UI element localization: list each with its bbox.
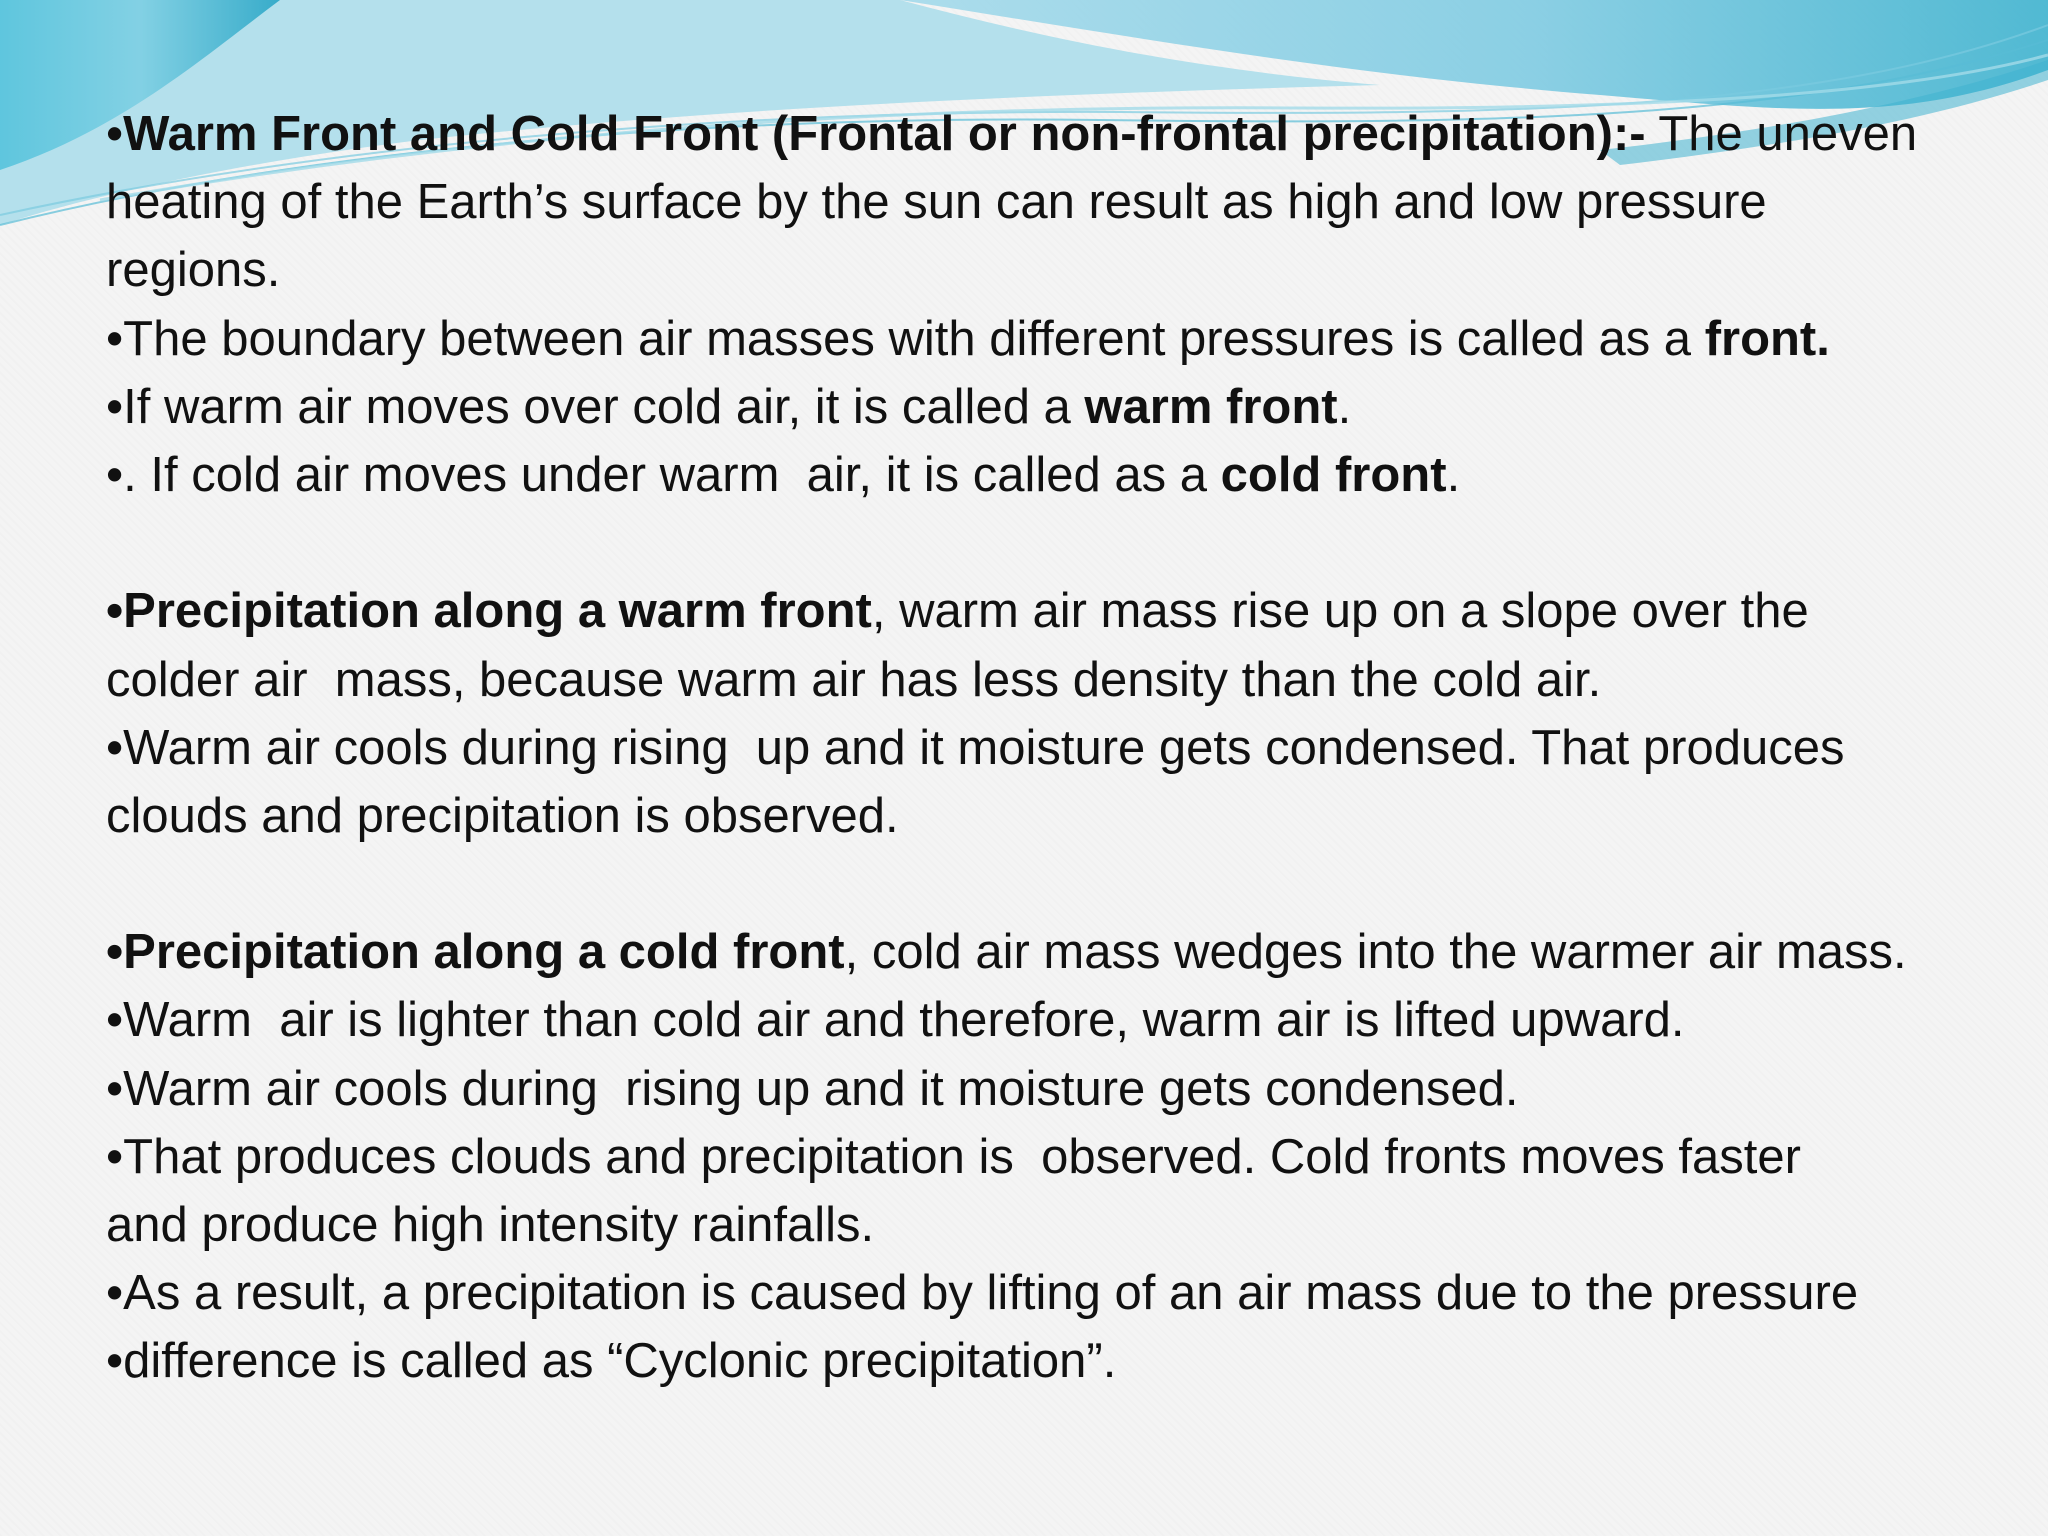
bullet-line: •Warm air cools during rising up and it moisture gets condensed. That produces [106,720,1845,775]
bullet-line: •Warm air is lighter than cold air and therefore, warm air is lifted upward. [106,993,1685,1048]
bullet-line: •Precipitation along a warm front, warm air mass rise up on a slope over the [106,584,1809,639]
slide-body [106,100,2016,1396]
bullet-line: •difference is called as “Cyclonic precipitation”. [106,1334,1117,1389]
text-line: colder air mass, because warm air has less density than the cold air. [106,652,1602,707]
bold-term: cold front [1220,447,1447,502]
text-line: and produce high intensity rainfalls. [106,1198,875,1252]
bold-heading: •Precipitation along a cold front [106,925,845,980]
bullet-line: •If warm air moves over cold air, it is called a warm front. [106,379,1352,434]
bold-heading: Warm Front and Cold Front (Frontal or non-frontal precipitation):- [123,107,1646,161]
text-line: regions. [106,243,281,298]
text-line: heating of the Earth’s surface by the sun can result as high and low pressure [106,175,1767,230]
bold-heading: •Precipitation along a warm front [106,584,872,639]
bullet-line: •. If cold air moves under warm air, it is called as a cold front. [106,447,1461,502]
spacer [106,850,2016,918]
bullet-line: •Precipitation along a cold front, cold air mass wedges into the warmer air mass. [106,925,1907,980]
spacer [106,509,2016,577]
bullet-line: •Warm air cools during rising up and it moisture gets condensed. [106,1061,1519,1116]
bold-term: warm front [1084,379,1338,434]
bullet-line: •Warm Front and Cold Front (Frontal or non-frontal precipitation):- The uneven [106,107,1918,161]
bullet-line: •The boundary between air masses with different pressures is called as a front. [106,311,1830,366]
bold-term: front. [1704,311,1830,366]
text-line: clouds and precipitation is observed. [106,788,899,843]
bullet-line: •That produces clouds and precipitation is observed. Cold fronts moves faster [106,1129,1801,1184]
bullet-line: •As a result, a precipitation is caused by lifting of an air mass due to the pressure [106,1266,1859,1321]
